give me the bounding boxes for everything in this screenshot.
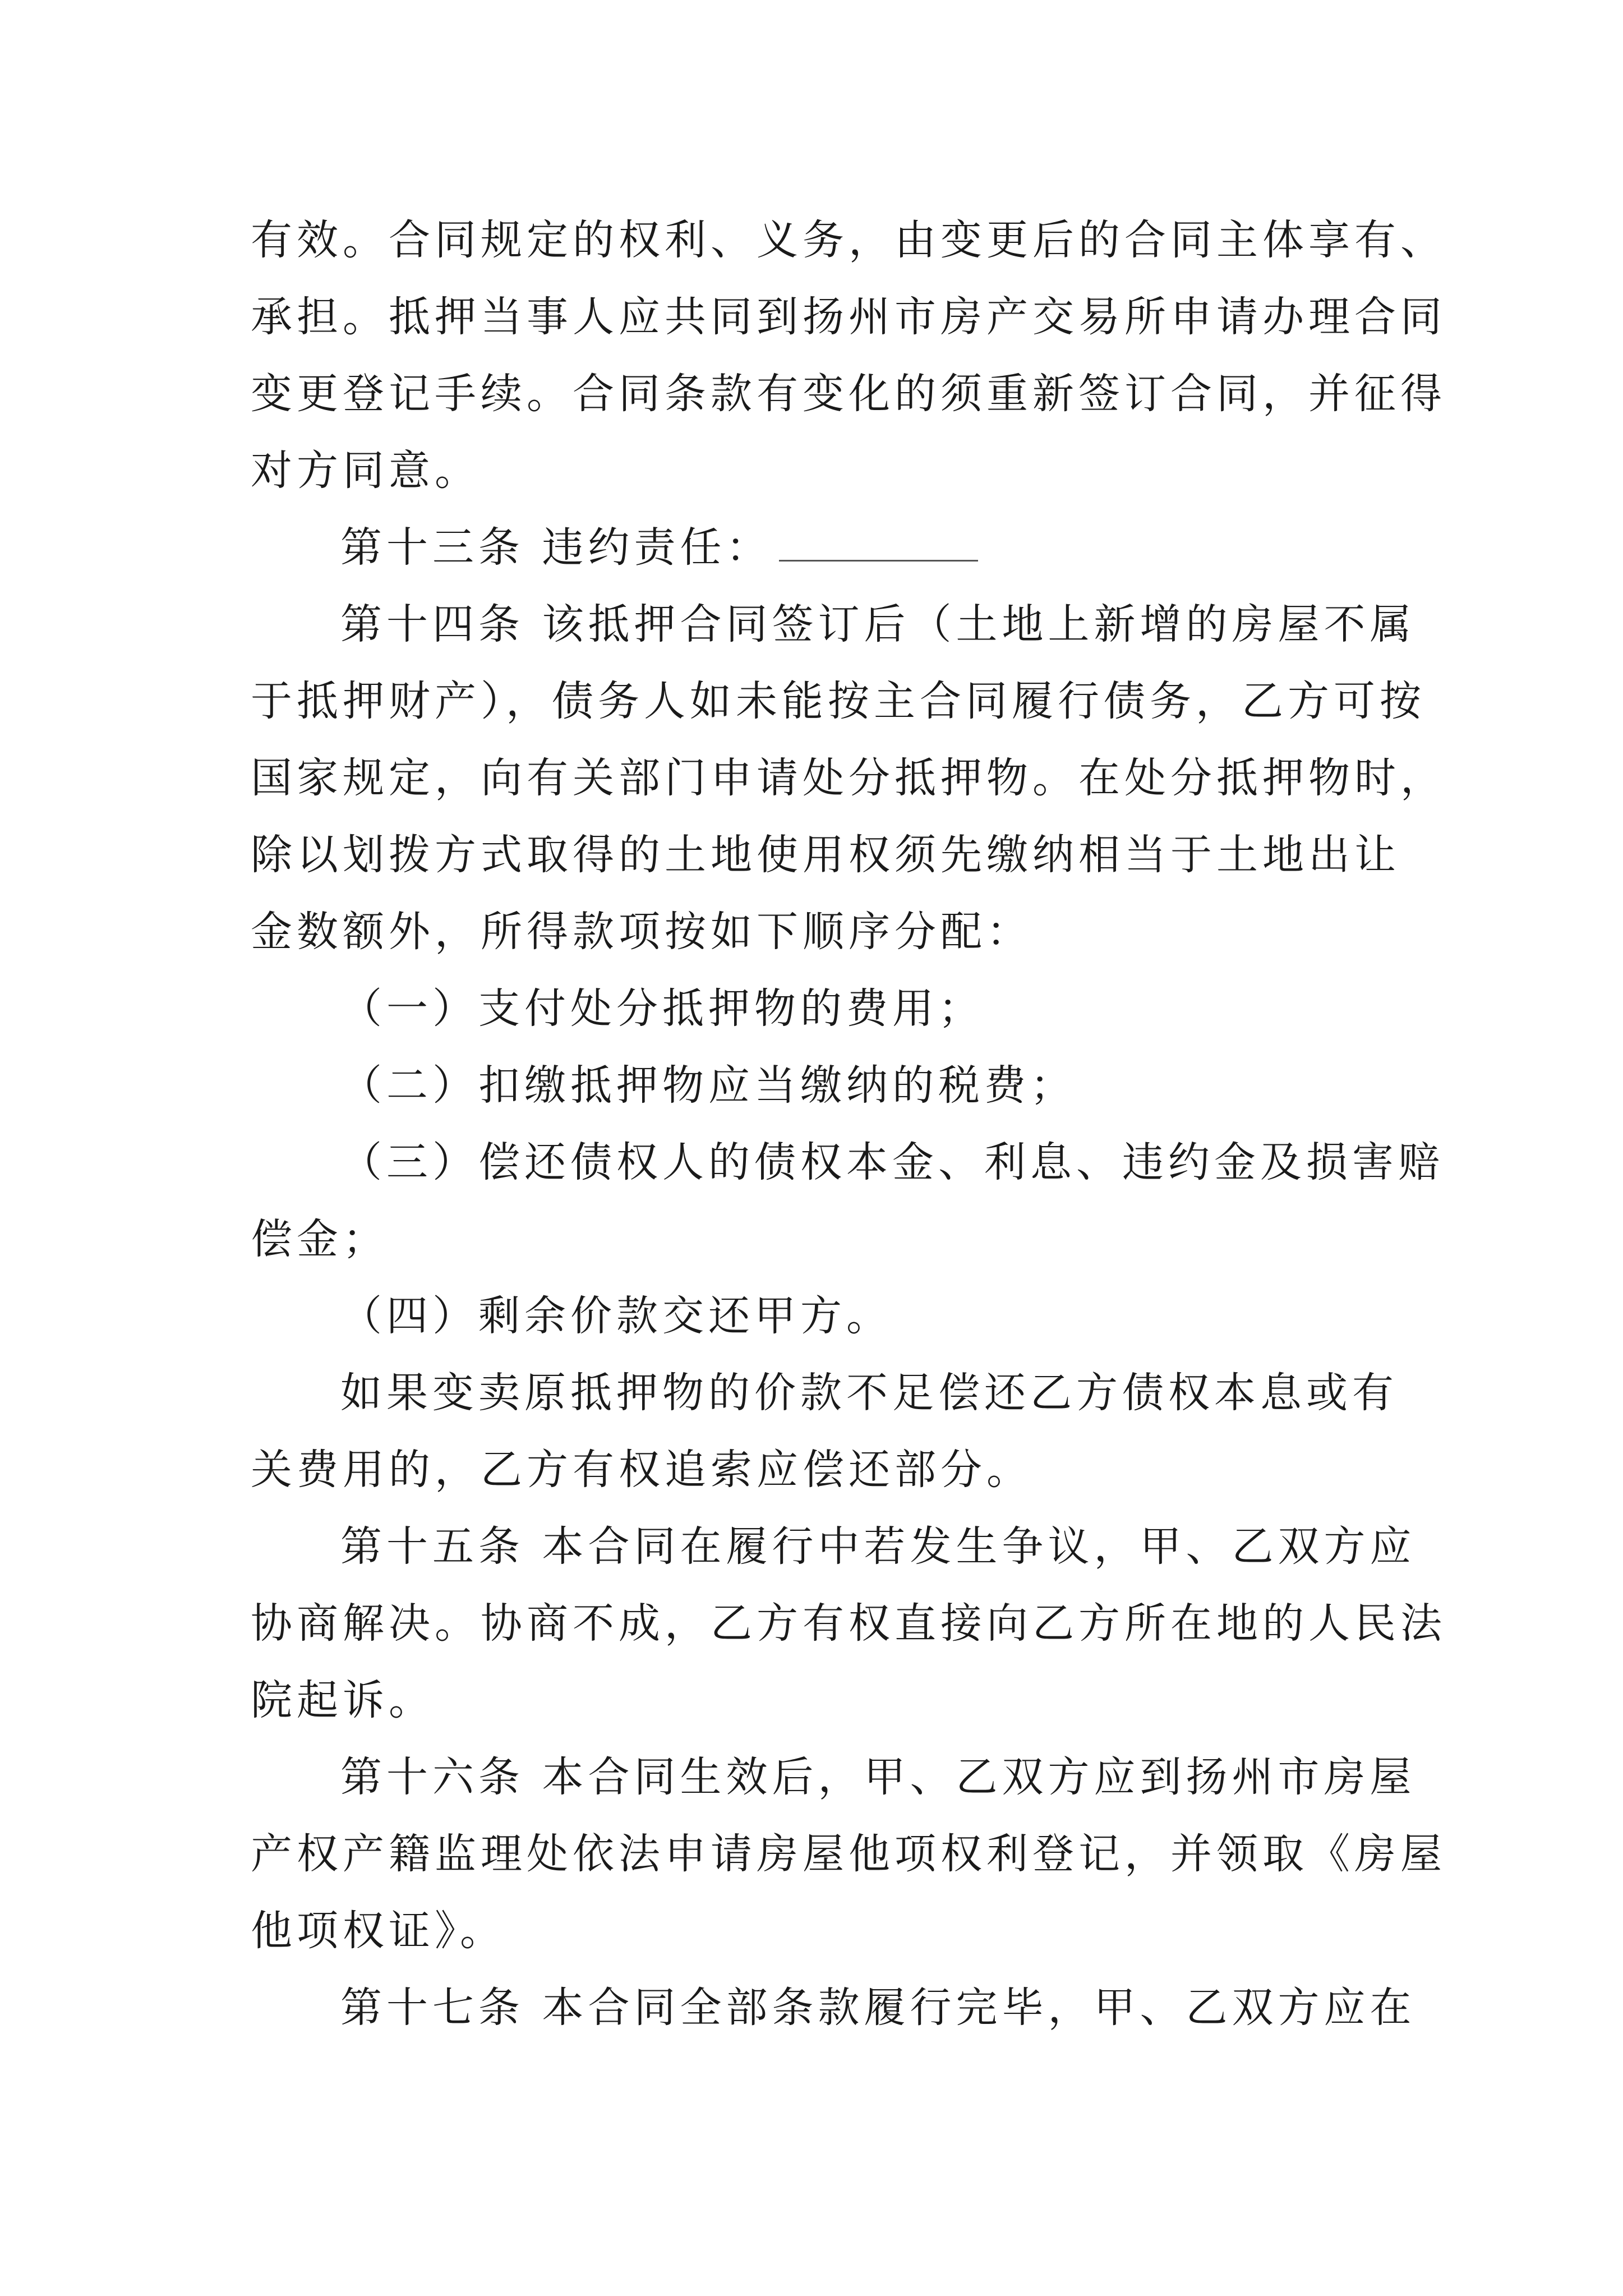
list-item-3: （三）偿还债权人的债权本金、利息、违约金及损害赔: [340, 1138, 1444, 1186]
list-item-4: （四）剩余价款交还甲方。: [340, 1292, 892, 1340]
text-line: 院起诉。: [251, 1676, 435, 1724]
text-line: 变更登记手续。合同条款有变化的须重新签订合同，并征得: [251, 370, 1446, 418]
text-line: 对方同意。: [251, 447, 481, 495]
article-14-line: 第十四条 该抵押合同签订后（土地上新增的房屋不属: [340, 600, 1416, 648]
text-line: 关费用的，乙方有权追索应偿还部分。: [251, 1446, 1032, 1494]
paragraph-line: 如果变卖原抵押物的价款不足偿还乙方债权本息或有: [340, 1369, 1398, 1417]
text-line: 金数额外，所得款项按如下顺序分配：: [251, 908, 1032, 956]
text-line: 国家规定，向有关部门申请处分抵押物。在处分抵押物时，: [251, 754, 1446, 802]
article-15-line: 第十五条 本合同在履行中若发生争议，甲、乙双方应: [340, 1522, 1416, 1571]
contract-text: [251, 202, 1446, 2046]
list-item-2: （二）扣缴抵押物应当缴纳的税费；: [340, 1061, 1076, 1110]
article-16-line: 第十六条 本合同生效后，甲、乙双方应到扬州市房屋: [340, 1753, 1416, 1801]
text-line: 于抵押财产），债务人如未能按主合同履行债务，乙方可按: [251, 677, 1426, 725]
text-line: 有效。合同规定的权利、义务，由变更后的合同主体享有、: [251, 216, 1446, 264]
text-line: 产权产籍监理处依法申请房屋他项权利登记，并领取《房屋: [251, 1830, 1446, 1878]
list-item-1: （一）支付处分抵押物的费用；: [340, 984, 984, 1033]
text-line: 偿金；: [251, 1215, 389, 1263]
text-line: 除以划拨方式取得的土地使用权须先缴纳相当于土地出让: [251, 831, 1400, 879]
text-line: 他项权证》。: [251, 1907, 506, 1955]
article-13-text: 第十三条 违约责任：: [340, 523, 772, 572]
text-line: 协商解决。协商不成，乙方有权直接向乙方所在地的人民法: [251, 1599, 1446, 1648]
text-line: 承担。抵押当事人应共同到扬州市房产交易所申请办理合同: [251, 293, 1446, 341]
article-13-line: [251, 509, 1389, 586]
article-17-line: 第十七条 本合同全部条款履行完毕，甲、乙双方应在: [340, 1984, 1416, 2032]
fill-in-blank: [779, 518, 978, 562]
